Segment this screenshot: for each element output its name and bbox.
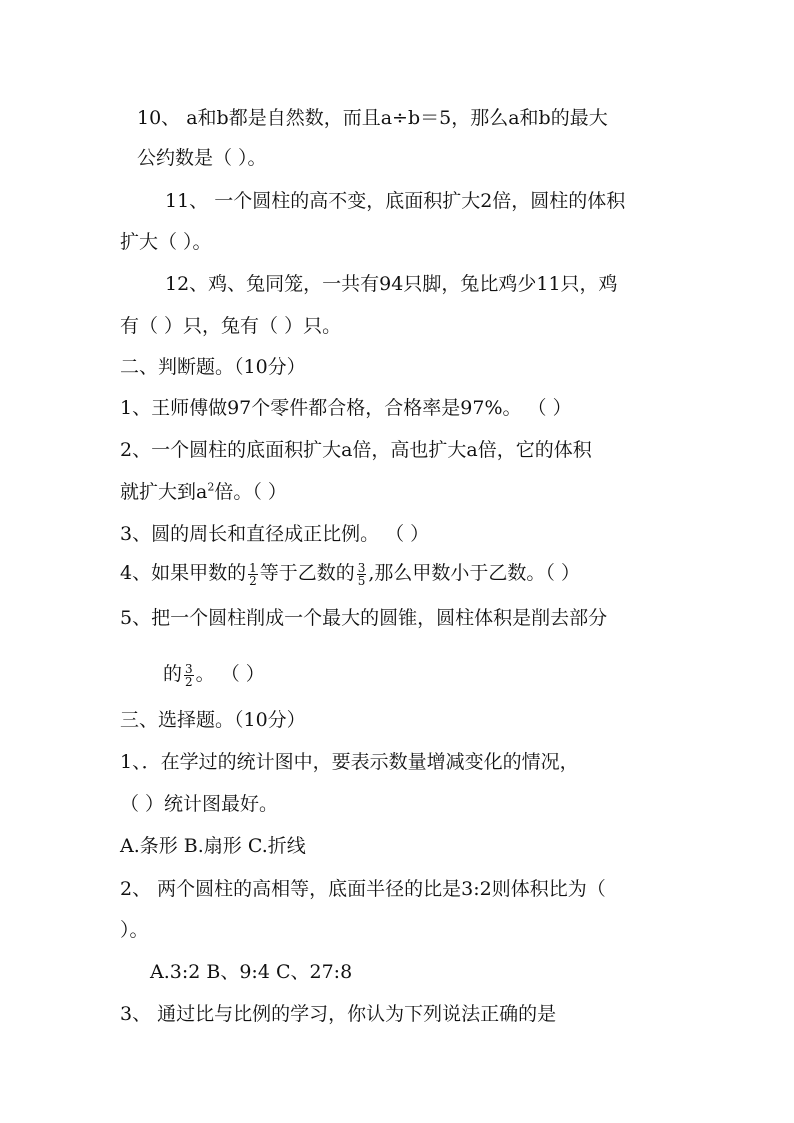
fraction-denominator: 2 — [185, 674, 193, 689]
judgement-q2-superscript: 2 — [207, 480, 215, 494]
judgement-q4-middle: 等于乙数的 — [259, 562, 355, 584]
fraction-three-halves — [184, 663, 194, 688]
judgement-q4-suffix: ,那么甲数小于乙数。（ ） — [368, 562, 580, 584]
fraction-numerator: 1 — [249, 560, 257, 575]
choice-q1-options: A.条形 B.扇形 C.折线 — [120, 835, 306, 857]
judgement-q2-line2 — [120, 480, 287, 504]
fraction-one-half — [248, 562, 258, 587]
judgement-heading: 二、判断题。（10分） — [120, 356, 306, 378]
judgement-q1: 1、王师傅做97个零件都合格，合格率是97%。 （ ） — [120, 397, 572, 419]
q12-line2: 有（ ）只，兔有（ ）只。 — [120, 315, 342, 337]
judgement-q4 — [120, 561, 580, 587]
judgement-q4-prefix: 4、如果甲数的 — [120, 562, 247, 584]
judgement-q2-text-after: 倍。（ ） — [214, 481, 287, 503]
q10-line1: 10、 a和b都是自然数，而且a÷b＝5，那么a和b的最大 — [137, 107, 608, 129]
q12-line1: 12、鸡、兔同笼，一共有94只脚，兔比鸡少11只，鸡 — [165, 273, 618, 295]
judgement-q2-line1: 2、一个圆柱的底面积扩大a倍，高也扩大a倍，它的体积 — [120, 439, 592, 461]
fraction-numerator: 3 — [185, 661, 193, 676]
q11-line1: 11、 一个圆柱的高不变，底面积扩大2倍，圆柱的体积 — [165, 190, 626, 212]
q11-line2: 扩大（ ）。 — [120, 231, 212, 253]
fraction-numerator: 3 — [357, 560, 366, 575]
fraction-denominator: 5 — [357, 573, 366, 588]
choice-q3-line1: 3、 通过比与比例的学习，你认为下列说法正确的是 — [120, 1003, 557, 1025]
fraction-three-fifths — [357, 562, 367, 587]
judgement-q3: 3、圆的周长和直径成正比例。 （ ） — [120, 523, 430, 545]
choice-q2-line2: ）。 — [120, 919, 149, 941]
judgement-q5-suffix: 。 （ ） — [195, 663, 265, 685]
fraction-denominator: 2 — [249, 573, 257, 588]
q10-line2: 公约数是（ ）。 — [137, 147, 267, 169]
judgement-q5-line1: 5、把一个圆柱削成一个最大的圆锥，圆柱体积是削去部分 — [120, 607, 608, 629]
choice-q1-line1: 1、．在学过的统计图中，要表示数量增减变化的情况， — [120, 751, 579, 773]
choice-heading: 三、选择题。（10分） — [120, 709, 306, 731]
choice-q1-line2: （ ）统计图最好。 — [120, 793, 279, 815]
judgement-q5-line2 — [163, 662, 265, 688]
judgement-q5-prefix: 的 — [163, 663, 183, 685]
judgement-q2-text-before: 就扩大到a — [120, 481, 208, 503]
choice-q2-options: A.3:2 B、9:4 C、27:8 — [150, 961, 353, 983]
choice-q2-line1: 2、 两个圆柱的高相等，底面半径的比是3:2则体积比为（ — [120, 878, 606, 900]
